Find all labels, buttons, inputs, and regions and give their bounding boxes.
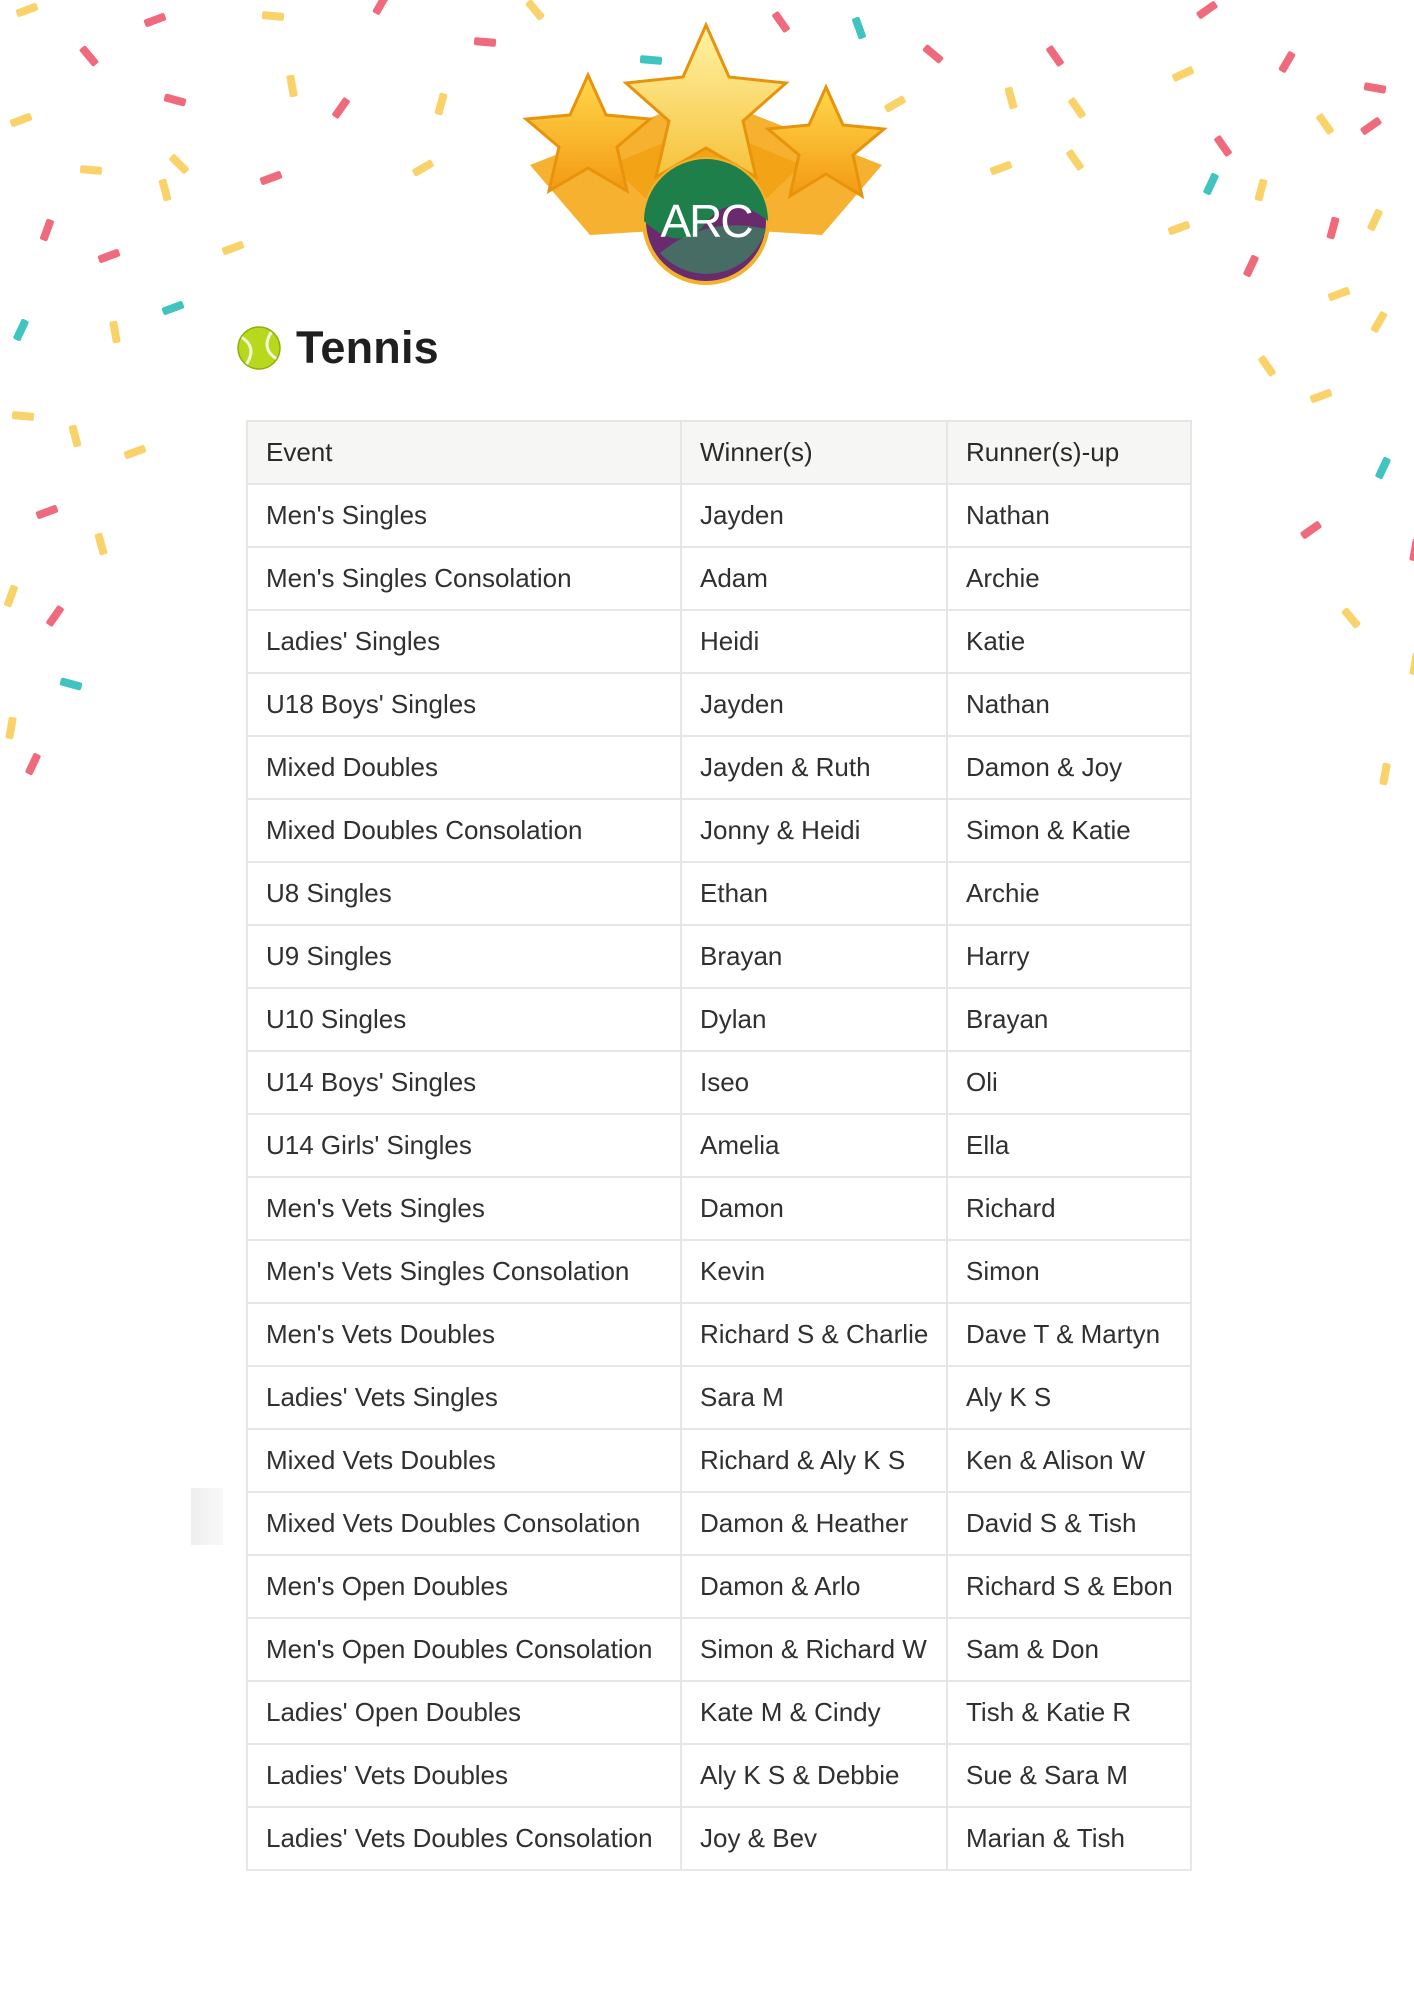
winner-cell: Kate M & Cindy (681, 1681, 947, 1744)
confetti-piece (1375, 456, 1392, 479)
winner-cell: Damon & Arlo (681, 1555, 947, 1618)
runner-up-cell: Sue & Sara M (947, 1744, 1191, 1807)
table-row (247, 799, 1191, 862)
confetti-piece (474, 37, 497, 47)
confetti-piece (1409, 652, 1414, 675)
winner-cell: Jayden & Ruth (681, 736, 947, 799)
confetti-piece (259, 170, 282, 185)
runner-up-cell: Ella (947, 1114, 1191, 1177)
winner-cell: Richard & Aly K S (681, 1429, 947, 1492)
arc-stars-logo (520, 15, 892, 295)
confetti-piece (1315, 113, 1334, 136)
event-cell: Mixed Doubles (247, 736, 681, 799)
runner-up-cell: Ken & Alison W (947, 1429, 1191, 1492)
confetti-piece (12, 411, 35, 421)
winner-cell: Brayan (681, 925, 947, 988)
confetti-piece (15, 2, 38, 17)
confetti-piece (331, 97, 350, 120)
page-title (236, 320, 439, 376)
confetti-piece (163, 93, 186, 106)
confetti-piece (94, 532, 107, 555)
confetti-piece (1326, 216, 1339, 239)
table-row (247, 1240, 1191, 1303)
heading-title: Tennis (296, 322, 439, 373)
confetti-piece (45, 605, 64, 628)
event-cell: U9 Singles (247, 925, 681, 988)
confetti-piece (286, 74, 298, 97)
table-row (247, 547, 1191, 610)
header-runners-up: Runner(s)-up (947, 421, 1191, 484)
confetti-piece (1309, 388, 1332, 403)
runner-up-cell: Sam & Don (947, 1618, 1191, 1681)
event-cell: U10 Singles (247, 988, 681, 1051)
confetti-piece (1243, 254, 1260, 277)
runner-up-cell: Archie (947, 862, 1191, 925)
runner-up-cell: Katie (947, 610, 1191, 673)
confetti-piece (123, 444, 146, 459)
table-row (247, 1303, 1191, 1366)
header-event: Event (247, 421, 681, 484)
confetti-piece (1067, 97, 1086, 120)
confetti-piece (9, 112, 32, 127)
table-row (247, 1492, 1191, 1555)
table-header-row (247, 421, 1191, 484)
table-row (247, 988, 1191, 1051)
event-cell: Men's Vets Singles Consolation (247, 1240, 681, 1303)
confetti-piece (1278, 50, 1296, 73)
event-cell: Ladies' Vets Doubles (247, 1744, 681, 1807)
event-cell: U14 Girls' Singles (247, 1114, 681, 1177)
table-row (247, 925, 1191, 988)
table-row (247, 610, 1191, 673)
confetti-piece (1004, 86, 1017, 109)
confetti-piece (3, 584, 18, 607)
event-cell: Mixed Vets Doubles Consolation (247, 1492, 681, 1555)
confetti-piece (221, 240, 244, 255)
runner-up-cell: Richard (947, 1177, 1191, 1240)
winner-cell: Damon & Heather (681, 1492, 947, 1555)
confetti-piece (109, 320, 121, 343)
confetti-piece (68, 424, 81, 447)
runner-up-cell: Harry (947, 925, 1191, 988)
runner-up-cell: Marian & Tish (947, 1807, 1191, 1870)
confetti-piece (158, 178, 171, 201)
event-cell: Men's Singles Consolation (247, 547, 681, 610)
event-cell: Men's Singles (247, 484, 681, 547)
event-cell: Men's Vets Singles (247, 1177, 681, 1240)
confetti-piece (143, 12, 166, 27)
runner-up-cell: Brayan (947, 988, 1191, 1051)
confetti-piece (922, 44, 944, 64)
confetti-piece (1370, 310, 1388, 333)
table-row (247, 1366, 1191, 1429)
winner-cell: Jonny & Heidi (681, 799, 947, 862)
winner-cell: Simon & Richard W (681, 1618, 947, 1681)
event-cell: U8 Singles (247, 862, 681, 925)
event-cell: Ladies' Vets Doubles Consolation (247, 1807, 681, 1870)
confetti-piece (1327, 286, 1350, 301)
runner-up-cell: Archie (947, 547, 1191, 610)
confetti-piece (1300, 520, 1323, 539)
table-row (247, 1429, 1191, 1492)
table-row (247, 673, 1191, 736)
confetti-piece (411, 159, 434, 177)
winner-cell: Adam (681, 547, 947, 610)
logo-text: ARC (660, 195, 752, 247)
results-table (246, 420, 1192, 1871)
confetti-piece (1360, 116, 1383, 135)
runner-up-cell: David S & Tish (947, 1492, 1191, 1555)
event-cell: Mixed Vets Doubles (247, 1429, 681, 1492)
event-cell: Men's Open Doubles Consolation (247, 1618, 681, 1681)
confetti-piece (97, 248, 120, 263)
runner-up-cell: Tish & Katie R (947, 1681, 1191, 1744)
winner-cell: Richard S & Charlie (681, 1303, 947, 1366)
runner-up-cell: Damon & Joy (947, 736, 1191, 799)
table-row (247, 1618, 1191, 1681)
confetti-piece (434, 92, 447, 115)
runner-up-cell: Nathan (947, 484, 1191, 547)
confetti-piece (1171, 66, 1194, 83)
confetti-piece (372, 0, 390, 16)
event-cell: Men's Open Doubles (247, 1555, 681, 1618)
winner-cell: Dylan (681, 988, 947, 1051)
winner-cell: Iseo (681, 1051, 947, 1114)
table-row (247, 1807, 1191, 1870)
confetti-piece (1167, 220, 1190, 235)
table-row (247, 1177, 1191, 1240)
confetti-piece (1203, 172, 1220, 195)
header-winners: Winner(s) (681, 421, 947, 484)
confetti-piece (1257, 355, 1276, 378)
table-row (247, 1681, 1191, 1744)
winner-cell: Joy & Bev (681, 1807, 947, 1870)
runner-up-cell: Simon & Katie (947, 799, 1191, 862)
confetti-piece (262, 11, 285, 21)
confetti-piece (1254, 178, 1267, 201)
table-row (247, 1051, 1191, 1114)
confetti-piece (25, 752, 42, 775)
confetti-piece (1409, 538, 1414, 561)
runner-up-cell: Nathan (947, 673, 1191, 736)
event-cell: Mixed Doubles Consolation (247, 799, 681, 862)
event-cell: Ladies' Singles (247, 610, 681, 673)
event-cell: U18 Boys' Singles (247, 673, 681, 736)
winner-cell: Jayden (681, 673, 947, 736)
confetti-piece (1065, 149, 1084, 172)
winner-cell: Sara M (681, 1366, 947, 1429)
winner-cell: Ethan (681, 862, 947, 925)
confetti-piece (80, 165, 103, 175)
winner-cell: Amelia (681, 1114, 947, 1177)
event-cell: U14 Boys' Singles (247, 1051, 681, 1114)
confetti-piece (1213, 135, 1232, 158)
runner-up-cell: Simon (947, 1240, 1191, 1303)
confetti-piece (1363, 82, 1386, 94)
runner-up-cell: Aly K S (947, 1366, 1191, 1429)
event-cell: Ladies' Vets Singles (247, 1366, 681, 1429)
winner-cell: Aly K S & Debbie (681, 1744, 947, 1807)
confetti-piece (13, 318, 30, 341)
confetti-piece (168, 153, 189, 174)
confetti-piece (35, 504, 58, 519)
confetti-piece (1341, 607, 1361, 629)
confetti-piece (79, 45, 99, 67)
table-row (247, 1555, 1191, 1618)
table-row (247, 862, 1191, 925)
runner-up-cell: Oli (947, 1051, 1191, 1114)
confetti-piece (1367, 208, 1384, 231)
runner-up-cell: Richard S & Ebon (947, 1555, 1191, 1618)
confetti-piece (5, 716, 17, 739)
confetti-piece (59, 677, 82, 690)
confetti-piece (1196, 0, 1219, 19)
confetti-piece (39, 218, 54, 241)
event-cell: Men's Vets Doubles (247, 1303, 681, 1366)
confetti-piece (1045, 45, 1064, 68)
confetti-piece (161, 300, 184, 315)
table-row (247, 1114, 1191, 1177)
winner-cell: Kevin (681, 1240, 947, 1303)
event-cell: Ladies' Open Doubles (247, 1681, 681, 1744)
runner-up-cell: Dave T & Martyn (947, 1303, 1191, 1366)
winner-cell: Damon (681, 1177, 947, 1240)
side-shade (191, 1488, 223, 1545)
winner-cell: Jayden (681, 484, 947, 547)
table-row (247, 1744, 1191, 1807)
winner-cell: Heidi (681, 610, 947, 673)
confetti-piece (989, 160, 1012, 175)
table-row (247, 736, 1191, 799)
tennis-ball-icon (236, 325, 282, 371)
table-row (247, 484, 1191, 547)
confetti-piece (1379, 762, 1391, 785)
